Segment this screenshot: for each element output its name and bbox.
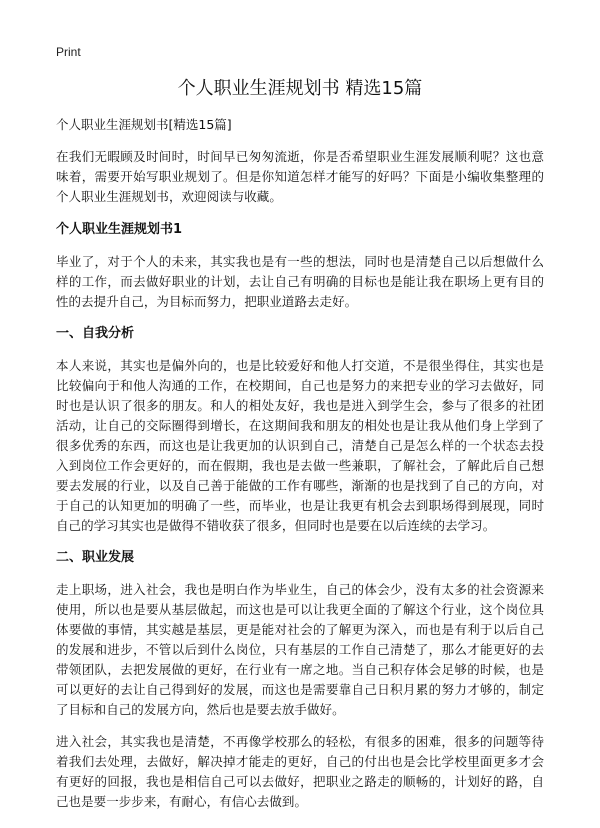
self-analysis-paragraph: 本人来说，其实也是偏外向的，也是比较爱好和他人打交道，不是很坐得住，其实也是比较偏向于和他人沟通的工作，在校期间，自己也是努力的来把专业的学习去做好，同时也是认识了很多的朋友。和人的相处友好，我也是进入到学生会，参与了很多的社团活动，让自己的交际圈得到增长，在这期间我和朋友的相处也是让我从他们身上学到了很多优秀的东西，而这也是让我更加的认识到自己，清楚自己是怎么样的一个状态去投入到岗位工作会更好的，而在假期，我也是去做一些兼职，了解社会，了解此后自己想要去发展的行业，以及自己善于能做的工作有哪些，渐渐的也是找到了自己的方向，对于自己的认知更加的明确了一些，而毕业，也是让我更有机会去到职场得到展现，同时自己的学习其实也是做得不错收获了很多，但同时也是要在以后连续的去学习。 xyxy=(56,358,544,533)
section-heading-plan-1: 个人职业生涯规划书1 xyxy=(56,222,183,237)
intro-paragraph: 在我们无暇顾及时间时，时间早已匆匆流逝，你是否希望职业生涯发展顺利呢？这也意味着，需要开始写职业规划了。但是你知道怎样才能写的好吗？下面是小编收集整理的个人职业生涯规划书，欢迎阅读与收藏。 xyxy=(56,149,544,204)
print-label: Print xyxy=(56,45,81,59)
page-title: 个人职业生涯规划书 精选15篇 xyxy=(177,78,423,99)
plan-1-paragraph: 毕业了，对于个人的未来，其实我也是有一些的想法，同时也是清楚自己以后想做什么样的工作，而去做好职业的计划，去让自己有明确的目标也是能让我在职场上更有目的性的去提升自己，为目标而努力，把职业道路去走好。 xyxy=(56,254,544,309)
section-heading-self-analysis: 一、自我分析 xyxy=(56,326,135,341)
document-subtitle: 个人职业生涯规划书[精选15篇] xyxy=(56,117,232,132)
career-development-paragraph-1: 走上职场，进入社会，我也是明白作为毕业生，自己的体会少，没有太多的社会资源来使用，所以也是要从基层做起，而这也是可以让我更全面的了解这个行业，这个岗位具体要做的事情，其实越是基层，更是能对社会的了解更为深入，而也是有利于以后自己的发展和进步，不管以后到什么岗位，只有基层的工作自己清楚了，那么才能更好的去带领团队，去把发展做的更好，在行业有一席之地。当自己积存体会足够的时候，也是可以更好的去让自己得到好的发展，而这也是需要靠自己日积月累的努力才够的，制定了目标和自己的发展方向，然后也是要去放手做好。 xyxy=(56,582,544,717)
career-development-paragraph-2: 进入社会，其实我也是清楚，不再像学校那么的轻松，有很多的困难，很多的问题等待着我们去处理，去做好，解决掉才能走的更好，自己的付出也是会比学校里面更多才会有更好的回报，我也是相信自己可以去做好，把职业之路走的顺畅的，计划好的路，自己也是要一步步来，有耐心，有信心去做到。 xyxy=(56,734,544,809)
section-heading-career-development: 二、职业发展 xyxy=(56,550,135,565)
